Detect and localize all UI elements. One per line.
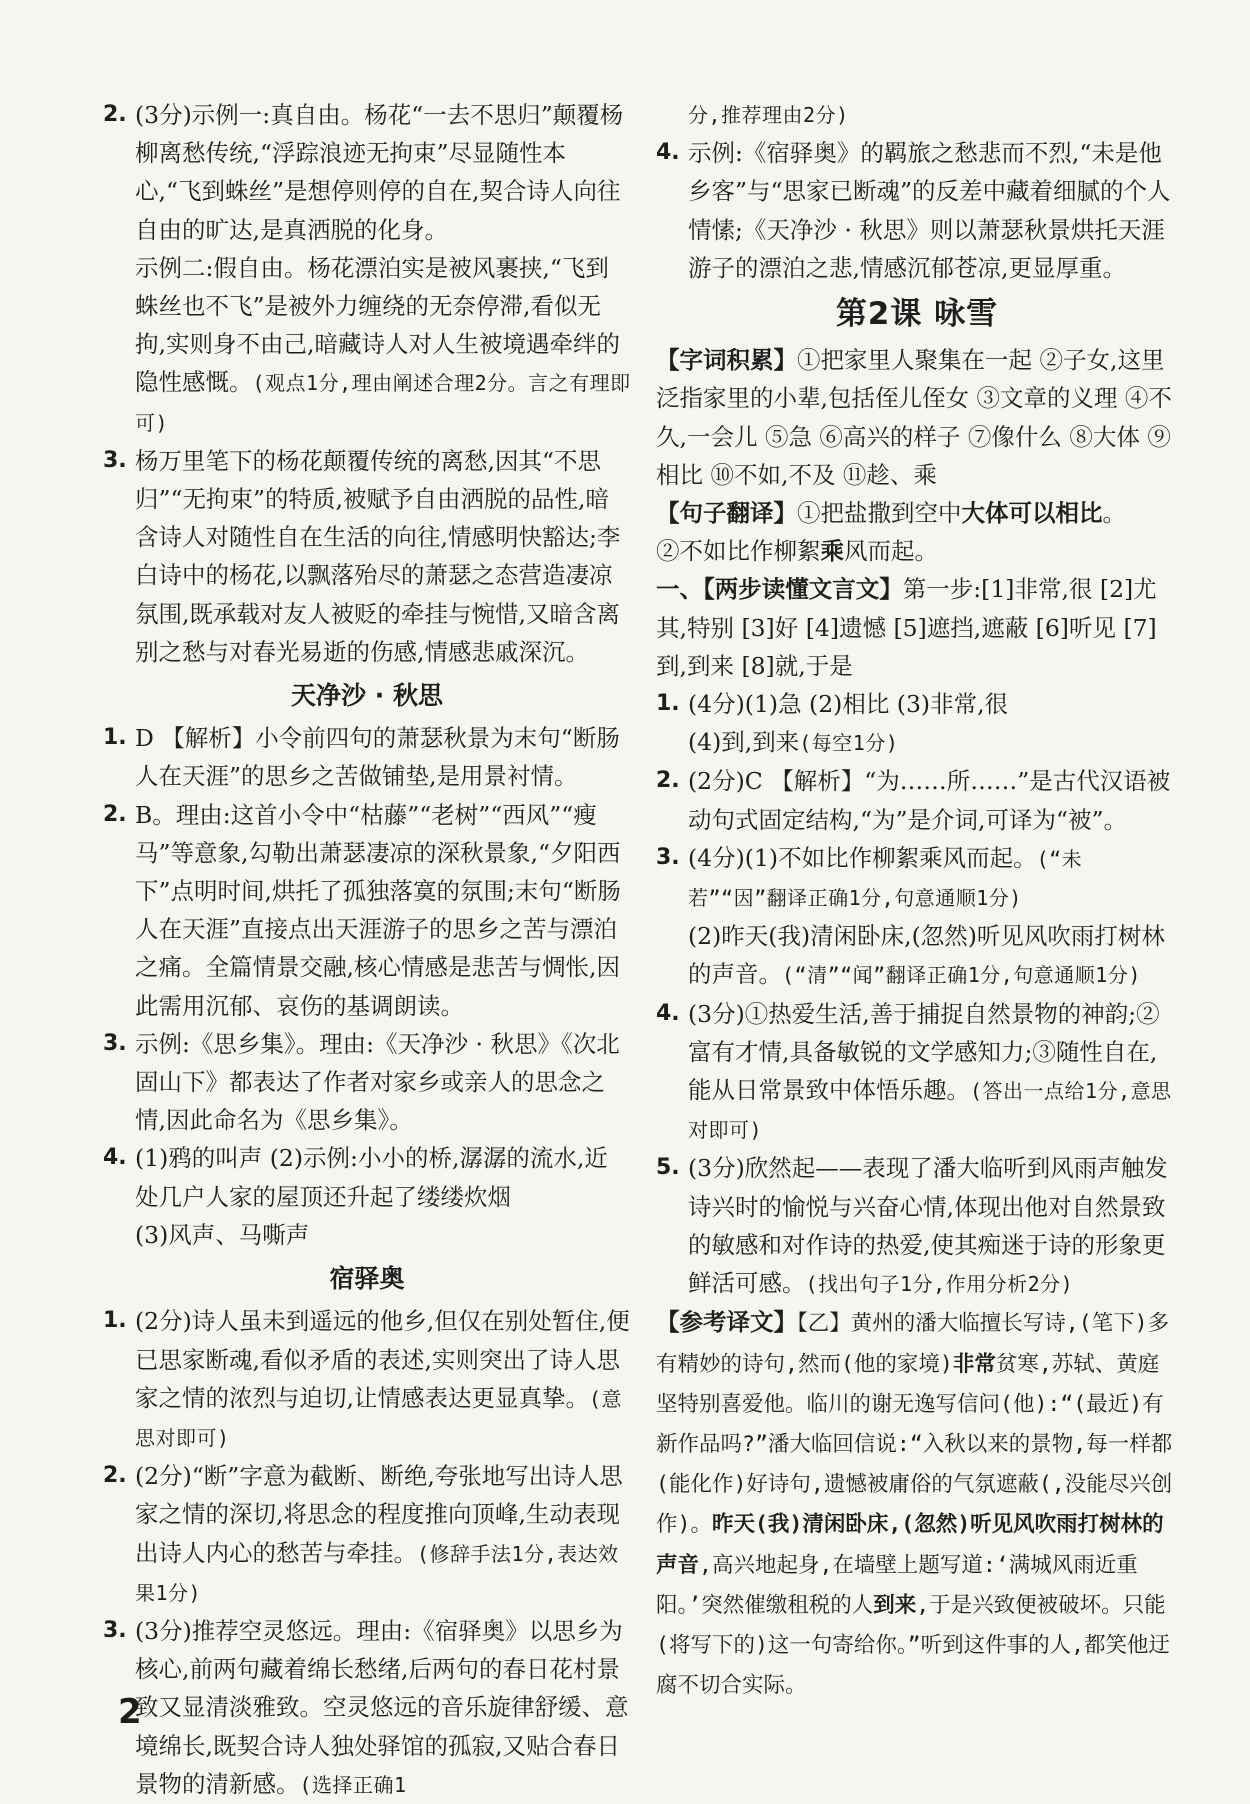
page-number: 2 — [118, 1692, 142, 1732]
scoring-note: (选择正确1 — [299, 1772, 407, 1797]
answer-text: 示例:《宿驿奥》的羁旅之愁悲而不烈,“未是他乡客”与“思家已断魂”的反差中藏着细腻的个人情愫;《天净沙 · 秋思》则以萧瑟秋景烘托天涯游子的漂泊之悲,情感沉郁苍凉,更显厚重。 — [688, 139, 1171, 282]
translation-text: ②不如比作柳絮 — [656, 537, 821, 566]
scoring-note: (“未若”“因”翻译正确1分,句意通顺1分) — [688, 846, 1083, 911]
item-number: 2. — [103, 102, 127, 127]
reference-highlight: 昨天(我)清闲卧床,(忽然)听见风吹雨打树林的声音 — [656, 1512, 1164, 1578]
answer-item-3 — [103, 1025, 631, 1140]
reference-label: 【参考译文】 — [656, 1308, 797, 1337]
answer-item-4 — [656, 995, 1178, 1150]
answer-text-wrap — [688, 723, 1178, 762]
item-number: 1. — [103, 1308, 127, 1334]
answer-text: (3)风声、马嘶声 — [135, 1220, 310, 1249]
answer-item-5 — [656, 1149, 1178, 1303]
item-number: 4. — [656, 140, 680, 166]
section-title: 宿驿奥 — [329, 1264, 405, 1294]
answer-item-4 — [656, 134, 1178, 287]
item-number: 3. — [103, 1617, 127, 1643]
item-number: 2. — [656, 768, 680, 794]
translation-label: 【句子翻译】 — [656, 499, 797, 528]
answer-item-2 — [103, 96, 631, 442]
answer-item-2 — [656, 762, 1178, 838]
answer-text: (4分)(1)急 (2)相比 (3)非常,很 — [688, 690, 1009, 719]
answer-text: (3分)①热爱生活,善于捕捉自然景物的神韵;②富有才情,具备敏锐的文学感知力;③随性自在,能从日常景致中体悟乐趣。 — [688, 999, 1160, 1105]
answer-text-2 — [135, 249, 631, 442]
translation-highlight: 乘 — [820, 537, 844, 566]
answer-item-3 — [103, 1612, 631, 1804]
answer-item-3 — [103, 442, 631, 671]
item-number: 1. — [656, 691, 680, 717]
item-number: 1. — [103, 725, 127, 751]
answer-text-wrap — [688, 839, 1178, 917]
translation-text: 。 — [1102, 499, 1126, 528]
item-number: 4. — [656, 1000, 680, 1026]
lesson-title: 第2课 咏雪 — [835, 296, 999, 333]
scoring-note: (“清”“闻”翻译正确1分,句意通顺1分) — [782, 963, 1141, 988]
scoring-note: 分,推荐理由2分) — [688, 103, 849, 127]
answer-text: D 【解析】小令前四句的萧瑟秋景为末句“断肠人在天涯”的思乡之苦做铺垫,是用景衬情。 — [135, 724, 620, 791]
answer-text-wrap — [135, 1302, 631, 1457]
answer-text: B。理由:这首小令中“枯藤”“老树”“西风”“瘦马”等意象,勾勒出萧瑟凄凉的深秋景象,“夕阳西下”点明时间,烘托了孤独落寞的氛围;末句“断肠人在天涯”直接点出天涯游子的思乡之苦与漂泊之痛。全篇情景交融,核心情感是悲苦与惆怅,因此需用沉郁、哀伤的基调朗读。 — [135, 800, 621, 1020]
translation-block-2 — [656, 532, 1178, 570]
right-column — [656, 96, 1178, 1705]
steps-label: 一、【两步读懂文言文】 — [656, 575, 903, 604]
reference-highlight: 非常 — [952, 1351, 996, 1377]
reference-translation — [656, 1303, 1178, 1705]
answer-text: 示例二:假自由。杨花漂泊实是被风裹挟,“飞到蛛丝也不飞”是被外力缠绕的无奈停滞,看似无拘,实则身不由己,暗藏诗人对人生被境遇牵绊的隐性感慨。 — [135, 253, 620, 397]
reference-text: 贫寒,苏轼、黄庭坚特别喜爱他。临川的谢无逸写信问(他):“(最近)有新作品吗?”潘大临回信说:“入秋以来的景物,每一样都(能化作)好诗句,遗憾被庸俗的气氛遮蔽(,没能尽兴创作)。 — [656, 1351, 1173, 1538]
scoring-note: (找出句子1分,作用分析2分) — [805, 1272, 1074, 1297]
answer-text-wrap — [688, 995, 1178, 1150]
scoring-note: (答出一点给1分,意思对即可) — [688, 1079, 1172, 1143]
answer-item-4 — [103, 1139, 631, 1254]
left-column — [103, 96, 631, 1804]
scoring-note: (观点1分,理由阐述合理2分。言之有理即可) — [135, 371, 631, 435]
steps-text: 第一步:[1]非常,很 [2]尤其,特别 [3]好 [4]遗憾 [5]遮挡,遮蔽 [6]听见 [7]到,到来 [8]就,于是 — [656, 575, 1157, 680]
item-number: 2. — [103, 801, 127, 827]
section-title: 天净沙 · 秋思 — [291, 681, 443, 711]
answer-text: (4分)(1)不如比作柳絮乘风而起。 — [688, 843, 1037, 872]
answer-text: 杨万里笔下的杨花颠覆传统的离愁,因其“不思归”“无拘束”的特质,被赋予自由洒脱的品性,暗含诗人对随性自在生活的向往,情感明快豁达;李白诗中的杨花,以飘落殆尽的萧瑟之态营造凄凉氛围,既承载对友人被贬的牵挂与惋惜,又暗含离别之愁与对春光易逝的伤感,情感悲戚深沉。 — [135, 446, 621, 666]
answer-text-wrap — [135, 1612, 631, 1804]
item-number: 3. — [103, 1030, 127, 1056]
answer-item-1 — [103, 1302, 631, 1457]
scoring-note: (修辞手法1分,表达效果1分) — [135, 1541, 619, 1605]
vocab-block — [656, 341, 1178, 494]
answer-text-wrap — [688, 917, 1178, 994]
item-number: 3. — [103, 447, 127, 473]
answer-text: (2)昨天(我)清闲卧床,(忽然)听见风吹雨打树林的声音。 — [688, 922, 1165, 989]
answer-item-2 — [103, 796, 631, 1025]
item-number: 4. — [103, 1145, 127, 1171]
item-number: 5. — [656, 1155, 680, 1181]
answer-text: (3分)示例一:真自由。杨花“一去不思归”颠覆杨柳离愁传统,“浮踪浪迹无拘束”尽显随性本心,“飞到蛛丝”是想停则停的自在,契合诗人向往自由的旷达,是真洒脱的化身。 — [135, 101, 624, 244]
answer-text: (3分)欣然起——表现了潘大临听到风雨声触发诗兴时的愉悦与兴奋心情,体现出他对自然景致的敏感和对作诗的热爱,使其痴迷于诗的形象更鲜活可感。 — [688, 1154, 1168, 1298]
answer-item-1 — [656, 685, 1178, 762]
answer-item-1 — [103, 719, 631, 795]
column-divider — [640, 96, 641, 1656]
answer-text: (2分)C 【解析】“为……所……”是古代汉语被动句式固定结构,“为”是介词,可译为“被”。 — [688, 767, 1171, 834]
vocab-text: ①把家里人聚集在一起 ②子女,这里泛指家里的小辈,包括侄儿侄女 ③文章的义理 ④不久,一会儿 ⑤急 ⑥高兴的样子 ⑦像什么 ⑧大体 ⑨相比 ⑩不如,不及 ⑪趁、乘 — [656, 346, 1172, 489]
answer-text: (4)到,到来 — [688, 728, 800, 757]
answer-text: (3分)推荐空灵悠远。理由:《宿驿奥》以思乡为核心,前两句藏着绵长愁绪,后两句的春日花村景致又显清淡雅致。空灵悠远的音乐旋律舒缓、意境绵长,既契合诗人独处驿馆的孤寂,又贴合春日景物的清新感。 — [135, 1616, 629, 1798]
reference-text: ,高兴地起身,在墙壁上题写道:‘满城风雨近重阳。’突然催缴租税的人 — [656, 1552, 1138, 1618]
reference-text: 【乙】黄州的潘大临擅长写诗,(笔下)多有精妙的诗句,然而(他的家境) — [656, 1311, 1170, 1377]
answer-item-2 — [103, 1457, 631, 1612]
translation-text: 风而起。 — [844, 537, 938, 566]
translation-block — [656, 494, 1178, 532]
reference-text: ,于是兴致便被破坏。只能(将写下的)这一句寄给你。”听到这件事的人,都笑他迂腐不切合实际。 — [656, 1592, 1171, 1699]
translation-text: ①把盐撒到空中 — [797, 499, 962, 528]
translation-highlight: 大体可以相比 — [961, 499, 1103, 528]
answer-text-wrap — [688, 1149, 1178, 1303]
item-number: 2. — [103, 1463, 127, 1489]
reference-highlight: 到来 — [873, 1592, 917, 1618]
scoring-note: (意思对即可) — [135, 1386, 623, 1450]
scoring-note: (每空1分) — [799, 731, 899, 756]
vocab-label: 【字词积累】 — [656, 346, 797, 375]
item-number: 3. — [656, 844, 680, 870]
answer-text: (1)鸦的叫声 (2)示例:小小的桥,潺潺的流水,近处几户人家的屋顶还升起了缕缕炊烟 — [135, 1144, 608, 1211]
answer-item-3 — [656, 839, 1178, 995]
answer-text: (2分)诗人虽未到遥远的他乡,但仅在别处暂住,便已思家断魂,看似矛盾的表述,实则突出了诗人思家之情的浓烈与迫切,让情感表达更显真挚。 — [135, 1307, 630, 1412]
steps-block — [656, 570, 1178, 685]
answer-text: 示例:《思乡集》。理由:《天净沙 · 秋思》《次北固山下》都表达了作者对家乡或亲人的思念之情,因此命名为《思乡集》。 — [135, 1029, 620, 1135]
answer-text-wrap — [135, 1457, 631, 1612]
answer-text: (2分)“断”字意为截断、断绝,夸张地写出诗人思家之情的深切,将思念的程度推向顶峰,生动表现出诗人内心的愁苦与牵挂。 — [135, 1462, 623, 1567]
